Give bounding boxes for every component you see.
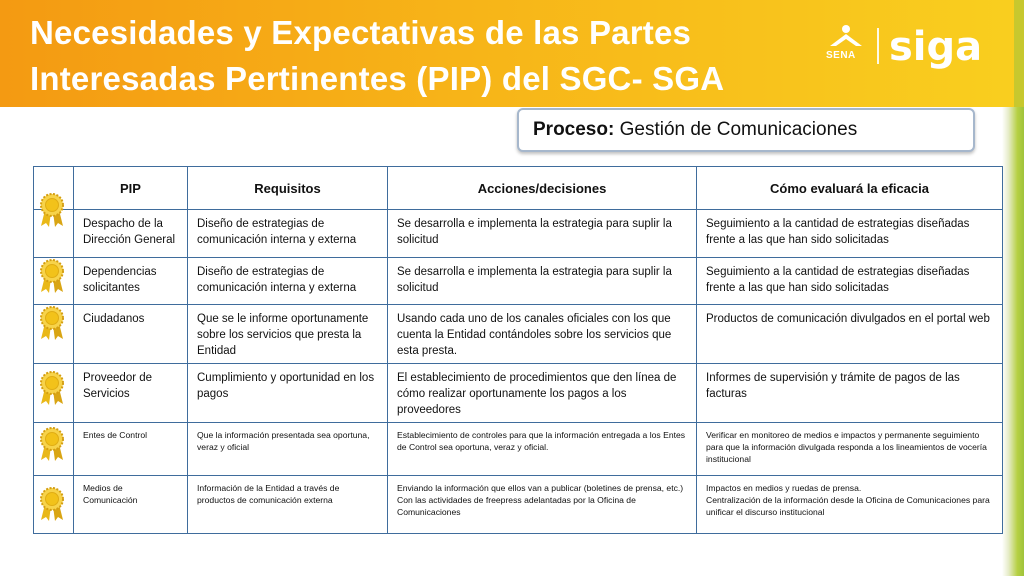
- table-row: [34, 476, 1003, 534]
- medal-cell: [34, 364, 74, 423]
- proceso-box: [517, 108, 975, 152]
- cell-acciones: Se desarrolla e implementa la estrategia para suplir la solicitud: [388, 210, 697, 258]
- award-ribbon-icon: [36, 486, 68, 522]
- cell-acciones: Establecimiento de controles para que la información entregada a los Entes de Control sea oportuna, veraz y oficial.: [388, 423, 697, 476]
- sena-logo: [826, 24, 866, 66]
- award-ribbon-icon: [36, 305, 68, 341]
- acciones-line-2: Con las actividades de freepress adelantadas por la Oficina de Comunicaciones: [397, 495, 636, 517]
- proceso-label: Proceso:: [533, 119, 615, 140]
- cell-eficacia: Verificar en monitoreo de medios e impactos y permanente seguimiento para que la información divulgada responda a los lineamientos de vocería institucional: [697, 423, 1003, 476]
- cell-acciones: Usando cada uno de los canales oficiales con los que cuenta la Entidad contándoles sobre los servicios que esta presta.: [388, 305, 697, 364]
- logo-divider: [877, 28, 879, 64]
- cell-requisitos: Que la información presentada sea oportuna, veraz y oficial: [188, 423, 388, 476]
- cell-pip: Proveedor de Servicios: [74, 364, 188, 423]
- cell-requisitos: Que se le informe oportunamente sobre los servicios que presta la Entidad: [188, 305, 388, 364]
- pip-table: [33, 166, 1003, 534]
- title-line-2: Interesadas Pertinentes (PIP) del SGC- SGA: [30, 60, 725, 97]
- cell-requisitos: Cumplimiento y oportunidad en los pagos: [188, 364, 388, 423]
- cell-eficacia: Seguimiento a la cantidad de estrategias diseñadas frente a las que han sido solicitadas: [697, 210, 1003, 258]
- cell-acciones: El establecimiento de procedimientos que den línea de cómo realizar oportunamente los pagos a los proveedores: [388, 364, 697, 423]
- proceso-value: Gestión de Comunicaciones: [619, 119, 858, 140]
- award-ribbon-icon: [36, 192, 68, 228]
- cell-requisitos: Diseño de estrategias de comunicación interna y externa: [188, 210, 388, 258]
- cell-pip: Entes de Control: [74, 423, 188, 476]
- cell-pip: Medios de Comunicación: [74, 476, 188, 534]
- acciones-line-1: Enviando la información que ellos van a publicar (boletines de prensa, etc.): [397, 483, 684, 493]
- table-row: [34, 305, 1003, 364]
- cell-requisitos: Información de la Entidad a través de productos de comunicación externa: [188, 476, 388, 534]
- table-row: [34, 364, 1003, 423]
- cell-eficacia: [697, 476, 1003, 534]
- cell-eficacia: Informes de supervisión y trámite de pagos de las facturas: [697, 364, 1003, 423]
- cell-pip: Ciudadanos: [74, 305, 188, 364]
- award-ribbon-icon: [36, 370, 68, 406]
- decorative-strip-top: [1014, 0, 1024, 107]
- siga-logo-text: siga: [889, 24, 983, 70]
- sena-logo-text: SENA: [826, 50, 856, 61]
- title-line-1: Necesidades y Expectativas de las Partes: [30, 14, 692, 51]
- cell-pip: Dependencias solicitantes: [74, 258, 188, 305]
- header-requisitos: Requisitos: [188, 167, 388, 210]
- medal-cell: [34, 476, 74, 534]
- cell-acciones: Se desarrolla e implementa la estrategia para suplir la solicitud: [388, 258, 697, 305]
- award-ribbon-icon: [36, 258, 68, 294]
- siga-logo: [887, 14, 983, 74]
- cell-requisitos: Diseño de estrategias de comunicación interna y externa: [188, 258, 388, 305]
- table-row: [34, 258, 1003, 305]
- cell-pip: Despacho de la Dirección General: [74, 210, 188, 258]
- cell-acciones: [388, 476, 697, 534]
- slide-title: [30, 10, 724, 102]
- eficacia-line-2: Centralización de la información desde la Oficina de Comunicaciones para unificar el discurso institucional: [706, 495, 990, 517]
- decorative-strip: [1002, 107, 1024, 576]
- eficacia-line-1: Impactos en medios y ruedas de prensa.: [706, 483, 862, 493]
- header-acciones: Acciones/decisiones: [388, 167, 697, 210]
- table-row: [34, 210, 1003, 258]
- medal-cell: [34, 210, 74, 258]
- sena-emblem-icon: [826, 24, 866, 50]
- medal-cell: [34, 258, 74, 305]
- medal-cell: [34, 305, 74, 364]
- header-pip: PIP: [74, 167, 188, 210]
- medal-cell: [34, 423, 74, 476]
- header-eficacia: Cómo evaluará la eficacia: [697, 167, 1003, 210]
- award-ribbon-icon: [36, 426, 68, 462]
- cell-eficacia: Productos de comunicación divulgados en el portal web: [697, 305, 1003, 364]
- table-header-row: [34, 167, 1003, 210]
- cell-eficacia: Seguimiento a la cantidad de estrategias diseñadas frente a las que han sido solicitadas: [697, 258, 1003, 305]
- table-row: [34, 423, 1003, 476]
